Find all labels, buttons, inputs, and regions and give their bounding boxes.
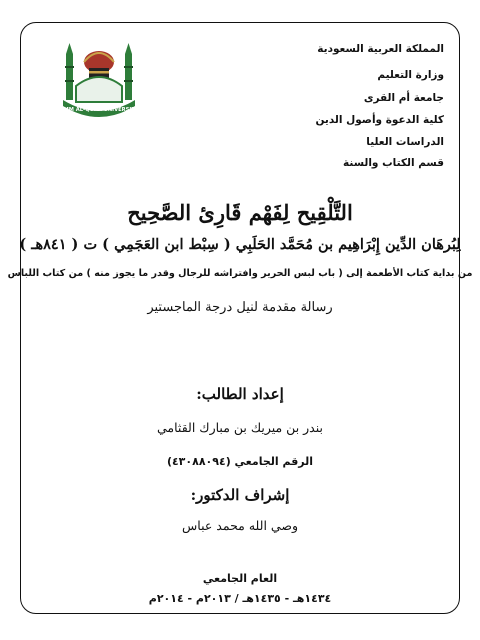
logo-caption: UMM AL-QURA UNIVERSITY bbox=[60, 107, 138, 113]
author-line: لِبُرهَان الدِّين إِبْرَاهِيم بن مُحَمَّد الحَلَبِي ( سِبْط ابن العَجَمِي ) ت ( ٨٤١هـ ) bbox=[19, 236, 461, 253]
scope-line: من بداية كتاب الأطعمة إلى ( باب لبس الحرير وافتراشه للرجال وقدر ما يجوز منه ) من كتاب اللباس bbox=[7, 268, 473, 279]
country-name: المملكة العربية السعودية bbox=[317, 43, 444, 55]
ministry-name: وزارة التعليم bbox=[377, 69, 444, 81]
thesis-title: التَّلْقِيح لِفَهْم قَارِئ الصَّحِيح bbox=[127, 200, 353, 225]
student-heading: إعداد الطالب: bbox=[196, 385, 284, 403]
academic-year-value: ١٤٣٤هـ - ١٤٣٥هـ / ٢٠١٣م - ٢٠١٤م bbox=[148, 592, 332, 605]
academic-year-label: العام الجامعي bbox=[202, 572, 278, 585]
student-id: الرقم الجامعي (٤٣٠٨٨٠٩٤) bbox=[166, 455, 314, 468]
department-name: قسم الكتاب والسنة bbox=[343, 157, 444, 169]
umm-al-qura-university-logo bbox=[60, 40, 138, 126]
college-name: كلية الدعوة وأصول الدين bbox=[315, 114, 444, 126]
graduate-studies-label: الدراسات العليا bbox=[366, 136, 444, 148]
thesis-purpose: رسالة مقدمة لنيل درجة الماجستير bbox=[147, 300, 333, 315]
supervisor-name: وصي الله محمد عباس bbox=[182, 518, 298, 533]
university-name: جامعة أم القرى bbox=[363, 92, 444, 104]
supervisor-heading: إشراف الدكتور: bbox=[190, 486, 290, 504]
student-name: بندر بن ميريك بن مبارك القثامي bbox=[157, 420, 323, 435]
